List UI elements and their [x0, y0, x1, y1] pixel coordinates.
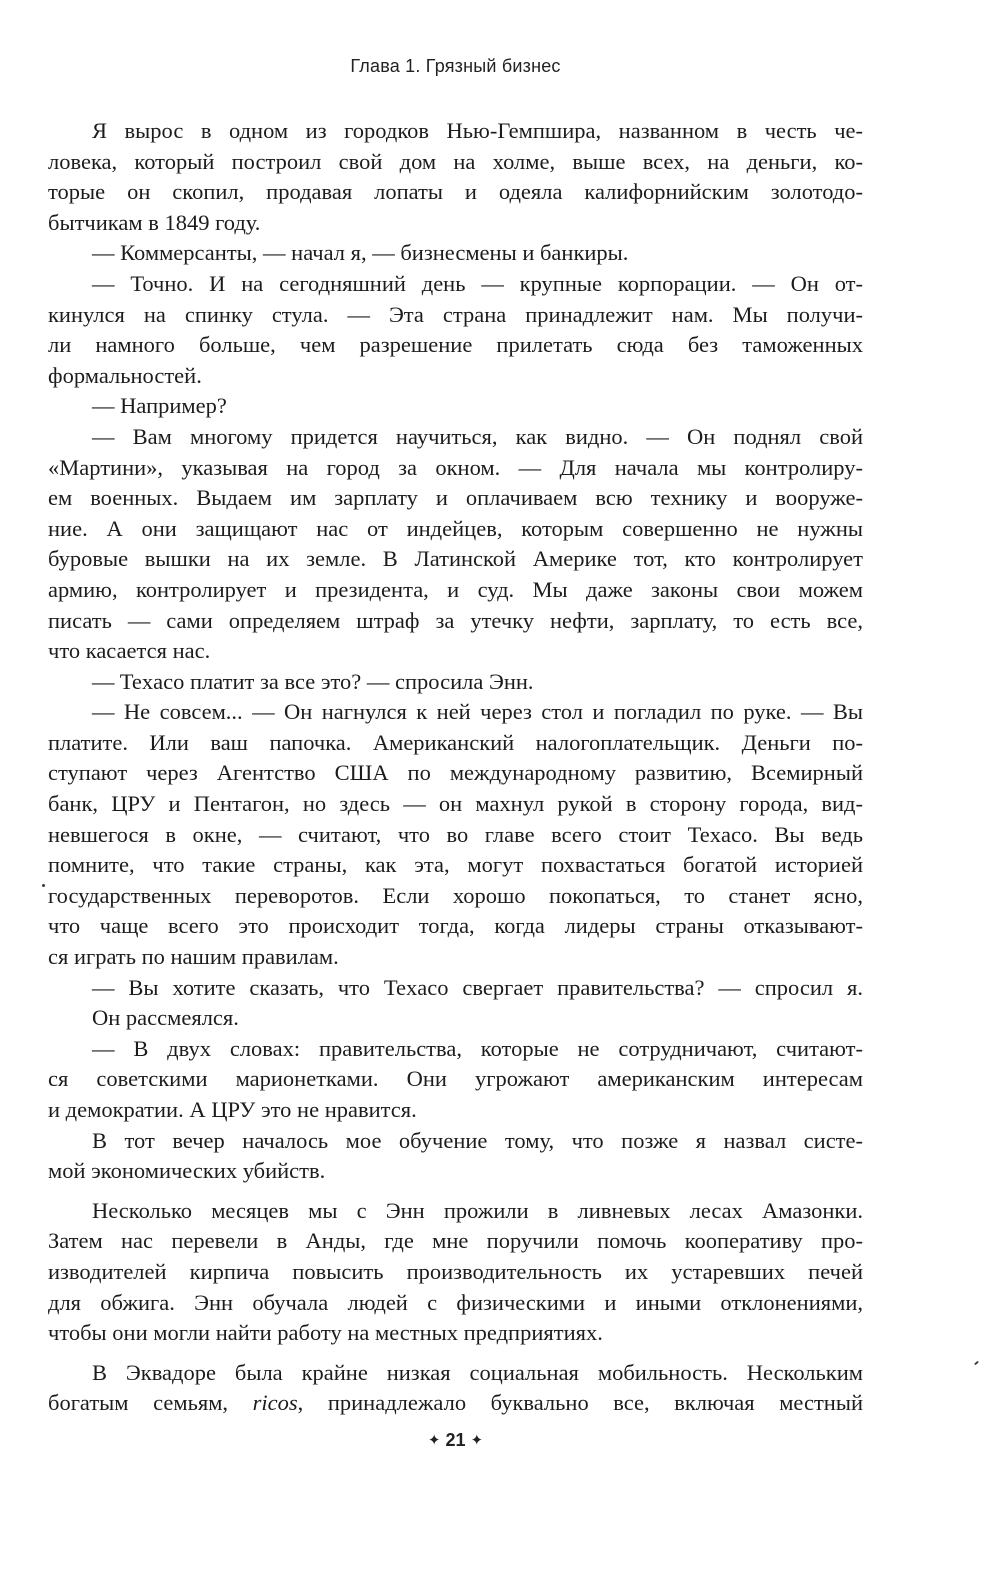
text-line: ние. А они защищают нас от индейцев, которым совершенно не нужны — [48, 515, 863, 541]
text-line: В тот вечер началось мое обучение тому, что позже я назвал систе- — [92, 1127, 863, 1153]
text-line: Он рассмеялся. — [92, 1005, 239, 1031]
text-line: писать — сами определяем штраф за утечку нефти, зарплату, то есть все, — [48, 607, 863, 633]
speck — [42, 884, 45, 887]
text-line: армию, контролирует и президента, и суд. Мы даже законы свои можем — [48, 576, 863, 602]
text-line: — Не совсем... — Он нагнулся к ней через стол и погладил по руке. — Вы — [92, 699, 863, 725]
text-line: ловека, который построил свой дом на холме, выше всех, на деньги, ко- — [48, 148, 863, 174]
text-line: бытчикам в 1849 году. — [48, 209, 261, 235]
text-line: помните, что такие страны, как эта, могут похвастаться богатой историей — [48, 852, 863, 878]
text-line: кинулся на спинку стула. — Эта страна принадлежит нам. Мы получи- — [48, 301, 863, 327]
book-page — [48, 0, 863, 1575]
text-line: ся играть по нашим правилам. — [48, 944, 339, 970]
text-line-last — [48, 1388, 863, 1419]
text-line: Я вырос в одном из городков Нью-Гемпшира, названном в честь че- — [92, 118, 863, 143]
body-text — [48, 116, 863, 1419]
text-line: и демократии. А ЦРУ это не нравится. — [48, 1097, 417, 1122]
text-line: изводителей кирпича повысить производительность их устаревших печей — [48, 1258, 863, 1284]
running-head: Глава 1. Грязный бизнес — [350, 56, 561, 76]
text-line: что чаще всего это происходит тогда, когда лидеры страны отказывают- — [48, 913, 863, 939]
text-line: ли намного больше, чем разрешение прилетать сюда без таможенных — [48, 332, 863, 358]
italic-word: ricos — [252, 1390, 298, 1416]
ornament-icon: ✦ — [470, 1432, 484, 1449]
text-line: ступают через Агентство США по международному развитию, Всемирный — [48, 760, 863, 786]
text-line: — Texaco платит за все это? — спросила Энн. — [92, 668, 534, 694]
text-line: Несколько месяцев мы с Энн прожили в ливневых лесах Амазонки. — [92, 1197, 863, 1223]
text-line: буровые вышки на их земле. В Латинской Америке тот, кто контролирует — [48, 546, 863, 572]
text-line: торые он скопил, продавая лопаты и одеяла калифорнийским золотодо- — [48, 179, 863, 205]
text-line: Затем нас перевели в Анды, где мне поручили помочь кооперативу про- — [48, 1228, 863, 1254]
text-line: — Коммерсанты, — начал я, — бизнесмены и банкиры. — [92, 240, 629, 266]
text-line: — Например? — [92, 393, 227, 419]
text-line: — В двух словах: правительства, которые не сотрудничают, считают- — [92, 1035, 863, 1061]
ornament-icon: ✦ — [427, 1432, 441, 1449]
text-segment: богатым семьям, — [48, 1390, 229, 1416]
page-number: 21 — [445, 1430, 466, 1450]
text-line: банк, ЦРУ и Пентагон, но здесь — он махнул рукой в сторону города, вид- — [48, 791, 863, 817]
text-line: В Эквадоре была крайне низкая социальная мобильность. Нескольким — [92, 1359, 863, 1385]
text-line: ем военных. Выдаем им зарплату и оплачиваем всю технику и вооруже- — [48, 485, 863, 511]
text-line: — Вам многому придется научиться, как видно. — Он поднял свой — [92, 423, 863, 449]
text-line: для обжига. Энн обучала людей с физическими и иными отклонениями, — [48, 1289, 863, 1315]
page-number-footer — [48, 1430, 863, 1451]
text-segment: , принадлежало буквально все, включая местный — [297, 1390, 863, 1416]
text-line: — Точно. И на сегодняшний день — крупные корпорации. — Он от- — [92, 270, 863, 296]
speck — [974, 1361, 979, 1366]
text-line: что касается нас. — [48, 638, 211, 664]
text-line: платите. Или ваш папочка. Американский налогоплательщик. Деньги по- — [48, 729, 863, 755]
text-line: невшегося в окне, — считают, что во главе всего стоит Texaco. Вы ведь — [48, 821, 863, 847]
text-line: мой экономических убийств. — [48, 1158, 326, 1184]
text-line: ся советскими марионетками. Они угрожают американским интересам — [48, 1066, 863, 1092]
text-line: «Мартини», указывая на город за окном. — Для начала мы контролиру- — [48, 454, 863, 480]
text-line: государственных переворотов. Если хорошо покопаться, то станет ясно, — [48, 882, 863, 908]
text-line: формальностей. — [48, 362, 202, 388]
text-line: чтобы они могли найти работу на местных предприятиях. — [48, 1320, 603, 1346]
text-line: — Вы хотите сказать, что Texaco свергает правительства? — спросил я. — [92, 974, 863, 1000]
